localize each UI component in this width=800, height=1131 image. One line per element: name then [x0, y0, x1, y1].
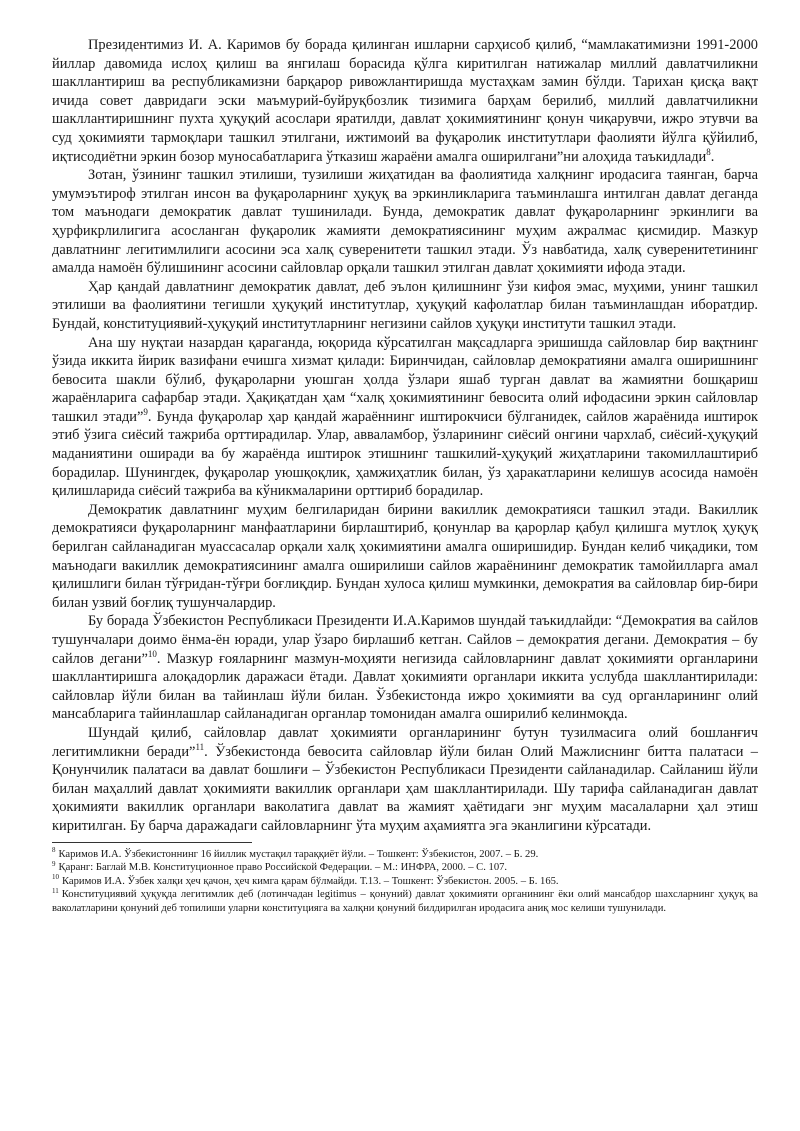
- paragraph-text: Ҳар қандай давлатнинг демократик давлат, деб эълон қилишнинг ўзи кифоя эмас, муҳими, унинг ташкил этилиши ва фаолиятини тегишли ҳуқуқий институтлар, ҳуқуқий кафолатлар билан таъминлашдан иборатдир. Бундай, конституциявий-ҳуқуқий институтларнинг негизини сайлов ҳуқуқи институти ташкил этади.: [52, 278, 758, 332]
- paragraph-2: [52, 166, 758, 278]
- footnote-11: [52, 888, 758, 915]
- footnote-ref[interactable]: 11: [195, 741, 205, 752]
- footnote-number: 9: [52, 859, 56, 868]
- paragraph-text: Зотан, ўзининг ташкил этилиши, тузилиши жиҳатидан ва фаолиятида халқнинг иродасига таянган, барча умумэътироф этилган инсон ва фуқароларнинг ҳуқуқ ва эркинликларига таъминлашга интилган давлат деганда том маънодаги демократик давлат тушинилади. Бунда, демократик давлат фуқароларнинг эркинлиги ва ҳурфикрлилигига асосланган фуқаролик жамияти демократиясининг муҳим ажралмас қисмидир. Мазкур давлатнинг легитимлилиги асосини эса халқ суверенитети ташкил этади. Ўз навбатида, халқ суверенитетининг амалда намоён бўлишининг асосини сайловлар орқали ташкил этилган давлат ҳокимияти ифода этади.: [52, 167, 758, 277]
- paragraph-text: Ана шу нуқтаи назардан қараганда, юқорида кўрсатилган мақсадларга эришишда сайловлар бир вақтнинг ўзида иккита йирик вазифани ечишга хизмат қилади: Биринчидан, сайловлар демократияни амалга оширишнинг бевосита шакли бўлиб, фуқароларни уюшган ҳолда ўзлари яшаб турган давлат ва жамиятни бошқариш жараёнларига сафарбар этади. Ҳақиқатдан ҳам “халқ ҳокимиятининг бевосита олий ифодасини эркин сайловлар ташкил этади”: [52, 334, 758, 425]
- footnote-text: Конституциявий ҳуқуқда легитимлик деб (лотинчадан legitimus – қонуний) давлат ҳокимияти органининг ёки олий мансабдор шахсларнинг ҳуқуқ ва ваколатларини қонуний деб топилиши уларни конституцияга ва халқни қонуний билдирилган иродасига аниқ мос келиши тушунилади.: [52, 889, 758, 914]
- paragraph-1: [52, 36, 758, 166]
- footnote-ref[interactable]: 8: [706, 146, 711, 157]
- paragraph-text-tail: . Ўзбекистонда бевосита сайловлар йўли билан Олий Мажлиснинг битта палатаси – Қонунчилик палатаси ва давлат бошлиғи – Ўзбекистон Республикаси Президенти сайланадилар. Сайланиш йўли билан маҳаллий давлат ҳокимияти вакиллик органлари ҳам шакллантирилади. Шу тарифа сайланадиган давлат ҳокимияти вакиллик органлари ваколатига давлат ва жамият ҳаётидаги энг муҳим масалаларни ҳал этиш киритилган. Бу барча даражадаги сайловларнинг ўта муҳим аҳамиятга эга эканлигини кўрсатади.: [52, 743, 758, 834]
- paragraph-6: [52, 612, 758, 724]
- footnote-ref[interactable]: 10: [147, 648, 157, 659]
- footnote-separator: [52, 842, 252, 843]
- paragraph-text: Президентимиз И. А. Каримов бу борада қилинган ишларни сарҳисоб қилиб, “мамлакатимизни 1991-2000 йиллар давомида ислоҳ қилиш ва янгилаш борасида қўлга киритилган натижалар миллий давлатчиликни шакллантириш ва республикамизни барқарор ривожлантиришда мустаҳкам замин бўлди. Тарихан қисқа вақт ичида совет давридаги эски маъмурий-буйруқбозлик тизимига барҳам берилиб, миллий давлатчиликни шакллантиришнинг пухта ҳуқуқий асослари яратилди, давлат ҳокимиятининг қонун чиқарувчи, ижро этувчи ва суд ҳокимияти тармоқлари ташкил этилгани, ижтимоий ва фуқаролик институтлари фаолияти йўлга қўйилиб, иқтисодиётни эркин бозор муносабатларига ўтказиш жараёни амалга оширилгани”ни алоҳида таъкидлади: [52, 37, 758, 165]
- footnote-number: 10: [52, 873, 59, 882]
- paragraph-text: Демократик давлатнинг муҳим белгиларидан бирини вакиллик демократияси ташкил этади. Вакиллик демократияси фуқароларнинг манфаатларини бирлаштириб, қонунлар ва қарорлар қабул қилишга мутлоқ ҳуқуқ берилган сайланадиган муассасалар орқали халқ ҳокимиятини амалга оширишидир. Бундан келиб чиқадики, том маънодаги вакиллик демократиясининг амалга оширилиши сайлов жараёнининг демократик тамойилларга амал қилишлиги билан тўғридан-тўғри боғлиқдир. Бундан хулоса қилиш мумкинки, демократия ва сайловлар бир-бири билан узвий боғлиқ тушунчалардир.: [52, 501, 758, 611]
- paragraph-5: [52, 501, 758, 613]
- paragraph-4: [52, 334, 758, 501]
- document-page: [52, 36, 758, 916]
- footnote-10: [52, 875, 758, 889]
- paragraph-text-tail: . Бунда фуқаролар ҳар қандай жараённинг иштирокчиси бўлганидек, сайлов жараёнида иштирок этиб ўзига сиёсий тажриба орттирадилар. Улар, авваламбор, ўзларининг сиёсий онгини чархлаб, сиёсий-ҳуқуқий маданиятини оширади ва бу жараёнда иштирок этишнинг ташкилий-ҳуқуқий жиҳатларини такомиллаштириб борадилар. Шунингдек, фуқаролар уюшқоқлик, ҳамжиҳатлик билан, ўз ҳаракатларини келишув асосида намоён қилишларида сиёсий тажриба ва кўникмаларини орттириб борадилар.: [52, 408, 759, 500]
- paragraph-text: Бу борада Ўзбекистон Республикаси Президенти И.А.Каримов шундай таъкидлайди: “Демократия ва сайлов тушунчалари доимо ёнма-ён юради, улар ўзаро бирлашиб кетган. Сайлов – демократия дегани. Демократия – бу сайлов дегани”: [52, 613, 758, 667]
- paragraph-3: [52, 278, 758, 334]
- footnote-9: [52, 861, 758, 875]
- footnote-ref[interactable]: 9: [143, 407, 148, 418]
- footnote-text: Қаранг: Баглай М.В. Конституционное право Российской Федерации. – М.: ИНФРА, 2000. – С. 107.: [58, 862, 508, 874]
- paragraph-text: Шундай қилиб, сайловлар давлат ҳокимияти органларининг бутун тузилмасига олий бошланғич легитимликни беради”: [52, 724, 758, 760]
- footnote-text: Каримов И.А. Ўзбек халқи ҳеч қачон, ҳеч кимга қарам бўлмайди. Т.13. – Тошкент: Ўзбекистон. 2005. – Б. 165.: [62, 875, 559, 887]
- paragraph-7: [52, 724, 758, 836]
- paragraph-text-tail: . Мазкур ғояларнинг мазмун-моҳияти негизида сайловларнинг давлат ҳокимияти органларини шакллантиришга алоқадорлик даражаси ётади. Давлат ҳокимияти органлари иккита услубда шакллантирилади: сайловлар йўли билан ва тайинлаш йўли билан. Ўзбекистонда ижро ҳокимияти ва суд органларининг олий мансабларига тайинлашлар сайланадиган органлар томонидан амалга оширилиб келинмоқда.: [52, 650, 758, 723]
- footnote-8: [52, 848, 758, 862]
- paragraph-text-tail: .: [710, 148, 715, 165]
- footnote-number: 11: [52, 886, 59, 895]
- footnote-text: Каримов И.А. Ўзбекистоннинг 16 йиллик мустақил тараққиёт йўли. – Тошкент: Ўзбекистон, 2007. – Б. 29.: [58, 848, 539, 860]
- footnote-number: 8: [52, 846, 56, 854]
